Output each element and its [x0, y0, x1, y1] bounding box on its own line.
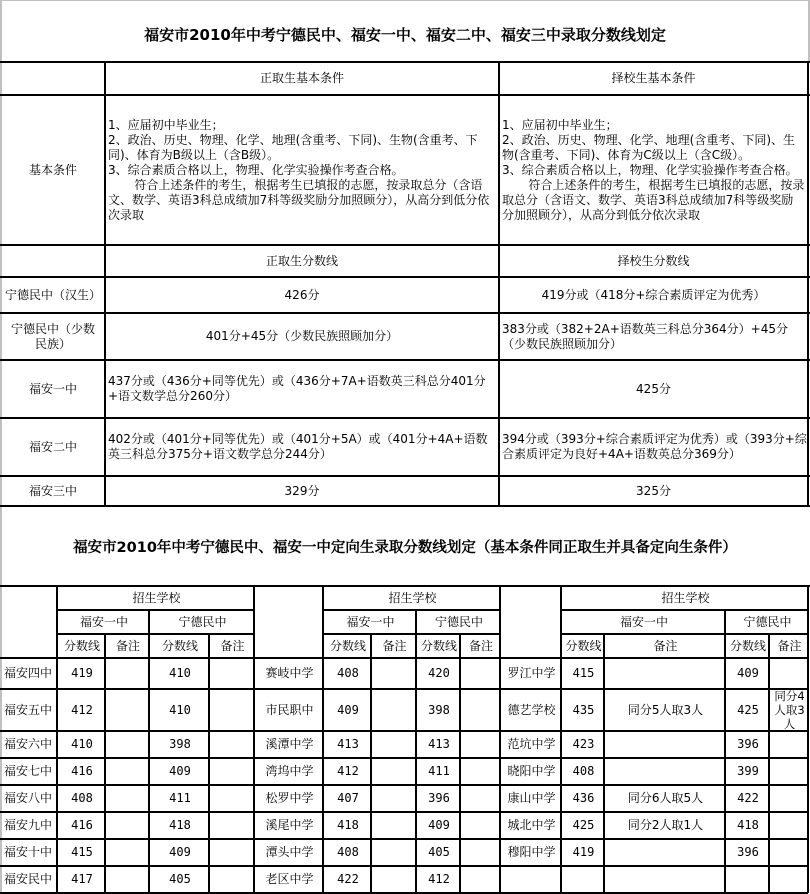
- ningde-note: [462, 867, 500, 892]
- school-name: 福安六中: [4, 737, 53, 751]
- header-choice-conditions: 择校生基本条件: [611, 71, 696, 85]
- school-name: 松罗中学: [265, 791, 314, 805]
- fuan-no1-note: [373, 840, 416, 865]
- fuan-no1-score: 415: [572, 666, 595, 680]
- ningde-score: 398: [169, 737, 191, 751]
- regular-conditions-text: [106, 118, 498, 223]
- regular-score: 426分: [284, 287, 320, 302]
- fuan-no1-score: 408: [337, 845, 359, 859]
- choice-condition-3: 3、综合素质合格以上，物理、化学实验操作考查合格。: [502, 162, 798, 177]
- regular-condition-3: 3、综合素质合格以上，物理、化学实验操作考查合格。: [108, 162, 404, 177]
- choice-condition-1: 1、应届初中毕业生；: [502, 117, 618, 132]
- ningde-note: [771, 813, 808, 838]
- school-name: 城北中学: [507, 818, 556, 832]
- school-name: 德艺学校: [507, 702, 556, 717]
- fuan-no1-score: [563, 867, 604, 892]
- fuan-no1-note: [107, 813, 149, 838]
- fuan-no1-score: 423: [572, 737, 595, 751]
- sheet-top-edge: [0, 0, 810, 1]
- school-name: 湾坞中学: [265, 764, 314, 778]
- fuan-no1-note: [606, 732, 725, 757]
- choice-conditions-cell: [500, 96, 807, 244]
- fuan-no1-score: 416: [71, 818, 93, 832]
- fuan-no1-score: 407: [337, 791, 359, 805]
- ningde-score: 409: [737, 666, 759, 680]
- ningde-score: 399: [737, 764, 759, 778]
- school-name: 福安二中: [28, 439, 77, 454]
- header-regular-score: 正取生分数线: [265, 253, 338, 268]
- ningde-score: 409: [428, 818, 450, 832]
- school-name: 潭头中学: [265, 845, 314, 859]
- choice-score: 383分或（382+2A+语数英三科总分364分）+45分（少数民族照顾加分）: [502, 321, 788, 351]
- ningde-score: 396: [428, 791, 450, 805]
- school-name: 福安四中: [4, 666, 53, 680]
- ningde-score: 405: [169, 872, 191, 886]
- fuan-no1-note: [373, 759, 416, 784]
- school-name: 福安七中: [4, 764, 53, 778]
- bottom-title: 福安市2010年中考宁德民中、福安一中定向生录取分数线划定（基本条件同正取生并具备定向生条件）: [73, 539, 737, 556]
- school-name: 康山中学: [507, 791, 556, 805]
- grid-line: [0, 505, 810, 507]
- header-note: 备注: [382, 638, 407, 653]
- header-note: 备注: [220, 638, 245, 653]
- header-score: 分数线: [565, 638, 602, 653]
- ningde-score: [727, 867, 769, 892]
- school-name: 福安民中: [4, 872, 53, 886]
- header-choice-score: 择校生分数线: [617, 253, 690, 268]
- fuan-no1-note: [107, 759, 149, 784]
- ningde-score: 410: [169, 666, 191, 680]
- ningde-score: 409: [169, 764, 191, 778]
- fuan-no1-note: [606, 867, 725, 892]
- school-name: 范坑中学: [507, 737, 556, 751]
- school-name: 福安三中: [28, 483, 77, 498]
- school-name: 福安五中: [4, 702, 53, 717]
- fuan-no1-score: 413: [337, 737, 359, 751]
- header-enrolling-school: 招生学校: [132, 590, 181, 605]
- header-school-fuan-no1: 福安一中: [346, 614, 395, 629]
- header-note: 备注: [653, 638, 678, 653]
- choice-condition-2: 2、政治、历史、物理、化学、地理(含重考、下同)、生物(含重考、下同)、体育为C级以上（含C级）。: [502, 132, 796, 162]
- regular-score: 437分或（436分+同等优先）或（436分+7A+语数英三科总分401分+语文数学总分260分）: [108, 374, 486, 403]
- ningde-score: 412: [428, 872, 450, 886]
- school-name: 溪潭中学: [265, 737, 314, 751]
- choice-condition-4: 符合上述条件的考生，根据考生已填报的志愿，按录取总分（含语文、数学、英语3科总成绩加7科等级奖励分加照顾分），从高分到低分依次录取: [502, 177, 805, 222]
- ningde-note: [462, 840, 500, 865]
- ningde-note: [771, 840, 808, 865]
- school-name: 罗江中学: [507, 666, 556, 680]
- fuan-no1-score: 422: [337, 872, 359, 886]
- fuan-no1-score: 409: [337, 702, 359, 717]
- header-school-fuan-no1: 福安一中: [79, 614, 128, 629]
- school-name: 老区中学: [265, 872, 314, 886]
- school-name: 福安八中: [4, 791, 53, 805]
- header-note: 备注: [468, 638, 493, 653]
- ningde-score: 396: [737, 737, 759, 751]
- school-name: 赛岐中学: [265, 666, 314, 680]
- ningde-score: 411: [428, 764, 450, 778]
- ningde-score: 409: [169, 845, 191, 859]
- ningde-score: 420: [428, 666, 450, 680]
- fuan-no1-score: 408: [337, 666, 359, 680]
- header-regular-conditions: 正取生基本条件: [259, 71, 344, 85]
- school-name: 福安十中: [4, 845, 53, 859]
- fuan-no1-note: [107, 867, 149, 892]
- ningde-note: [211, 840, 254, 865]
- header-school-ningde-minzhong: 宁德民中: [178, 614, 227, 629]
- ningde-note: [211, 659, 254, 688]
- ningde-note: [462, 659, 500, 688]
- fuan-no1-score: 435: [572, 702, 595, 717]
- ningde-score: 410: [169, 702, 191, 717]
- fuan-no1-note: [606, 840, 725, 865]
- fuan-no1-note: [107, 732, 149, 757]
- regular-condition-2: 2、政治、历史、物理、化学、地理(含重考、下同)、生物(含重考、下同)、体育为B级以上（含B级）。: [108, 132, 478, 162]
- school-name: 晓阳中学: [507, 764, 556, 778]
- ningde-score: 396: [737, 845, 759, 859]
- school-name: 福安九中: [4, 818, 53, 832]
- ningde-note: [771, 786, 808, 811]
- fuan-no1-score: 408: [572, 764, 595, 778]
- ningde-note: [211, 813, 254, 838]
- choice-conditions-text: [500, 118, 807, 223]
- ningde-note: [771, 867, 808, 892]
- fuan-no1-note: 同分5人取3人: [627, 702, 704, 717]
- regular-score: 401分+45分（少数民族照顾加分）: [205, 329, 399, 343]
- regular-condition-1: 1、应届初中毕业生；: [108, 117, 224, 132]
- ningde-note: [462, 690, 500, 730]
- fuan-no1-note: [606, 659, 725, 688]
- ningde-score: 422: [737, 791, 759, 805]
- fuan-no1-score: 412: [337, 764, 359, 778]
- ningde-note: 同分4人取3人: [774, 690, 805, 730]
- fuan-no1-note: [373, 732, 416, 757]
- fuan-no1-score: 415: [71, 845, 93, 859]
- ningde-note: [771, 759, 808, 784]
- school-name: 宁德民中（少数民族）: [10, 321, 95, 351]
- ningde-note: [211, 732, 254, 757]
- fuan-no1-score: 417: [71, 872, 93, 886]
- fuan-no1-score: 419: [572, 845, 595, 859]
- fuan-no1-note: [107, 786, 149, 811]
- fuan-no1-note: [373, 867, 416, 892]
- regular-conditions-cell: [106, 96, 498, 244]
- ningde-score: 405: [428, 845, 450, 859]
- ningde-note: [771, 659, 808, 688]
- basic-conditions-label: 基本条件: [28, 162, 77, 177]
- ningde-note: [771, 732, 808, 757]
- fuan-no1-score: 416: [71, 764, 93, 778]
- school-name: 福安一中: [28, 381, 77, 396]
- fuan-no1-score: 408: [71, 791, 93, 805]
- ningde-note: [211, 786, 254, 811]
- choice-score: 419分或（418分+综合素质评定为优秀）: [541, 287, 766, 302]
- ningde-note: [211, 867, 254, 892]
- fuan-no1-score: 436: [572, 791, 595, 805]
- header-score: 分数线: [63, 638, 100, 653]
- fuan-no1-note: [107, 840, 149, 865]
- choice-score: 325分: [636, 483, 671, 498]
- school-name: 宁德民中（汉生）: [4, 287, 101, 302]
- ningde-note: [462, 732, 500, 757]
- ningde-score: 411: [169, 791, 191, 805]
- ningde-note: [462, 813, 500, 838]
- regular-condition-4: 符合上述条件的考生，根据考生已填报的志愿，按录取总分（含语文、数学、英语3科总成绩加7科等级奖励分加照顾分），从高分到低分依次录取: [108, 177, 490, 222]
- ningde-score: 413: [428, 737, 450, 751]
- header-score: 分数线: [420, 638, 457, 653]
- fuan-no1-note: 同分6人取5人: [627, 791, 704, 805]
- school-name: 市民职中: [265, 702, 314, 717]
- fuan-no1-note: [373, 786, 416, 811]
- header-note: 备注: [115, 638, 140, 653]
- regular-score: 329分: [284, 483, 320, 498]
- school-name: 溪尾中学: [265, 818, 314, 832]
- header-school-fuan-no1: 福安一中: [619, 614, 668, 629]
- header-school-ningde-minzhong: 宁德民中: [434, 614, 483, 629]
- fuan-no1-score: 412: [71, 702, 93, 717]
- fuan-no1-note: [373, 813, 416, 838]
- fuan-no1-score: 419: [71, 666, 93, 680]
- ningde-note: [462, 786, 500, 811]
- ningde-score: 398: [428, 702, 450, 717]
- header-enrolling-school: 招生学校: [388, 590, 437, 605]
- school-name: [502, 867, 561, 892]
- fuan-no1-note: [107, 690, 149, 730]
- fuan-no1-note: [373, 690, 416, 730]
- header-school-ningde-minzhong: 宁德民中: [743, 614, 792, 629]
- fuan-no1-note: [606, 759, 725, 784]
- ningde-score: 425: [737, 702, 759, 717]
- regular-score: 402分或（401分+同等优先）或（401分+5A）或（401分+4A+语数英三科总分375分+语文数学总分244分）: [108, 432, 488, 461]
- header-enrolling-school: 招生学校: [661, 590, 710, 605]
- header-score: 分数线: [729, 638, 766, 653]
- ningde-note: [211, 690, 254, 730]
- grid-line: [807, 61, 809, 507]
- choice-score: 425分: [636, 381, 671, 396]
- choice-score: 394分或（393分+综合素质评定为优秀）或（393分+综合素质评定为良好+4A+语数英总分369分）: [502, 432, 807, 461]
- ningde-note: [211, 759, 254, 784]
- header-score: 分数线: [329, 638, 366, 653]
- ningde-score: 418: [169, 818, 191, 832]
- header-score: 分数线: [161, 638, 198, 653]
- fuan-no1-note: 同分2人取1人: [627, 818, 704, 832]
- ningde-note: [462, 759, 500, 784]
- fuan-no1-score: 418: [337, 818, 359, 832]
- fuan-no1-note: [373, 659, 416, 688]
- fuan-no1-note: [107, 659, 149, 688]
- ningde-score: 418: [737, 818, 759, 832]
- header-note: 备注: [777, 638, 802, 653]
- fuan-no1-score: 410: [71, 737, 93, 751]
- fuan-no1-score: 425: [572, 818, 595, 832]
- top-title: 福安市2010年中考宁德民中、福安一中、福安二中、福安三中录取分数线划定: [144, 25, 666, 44]
- school-name: 穆阳中学: [507, 845, 556, 859]
